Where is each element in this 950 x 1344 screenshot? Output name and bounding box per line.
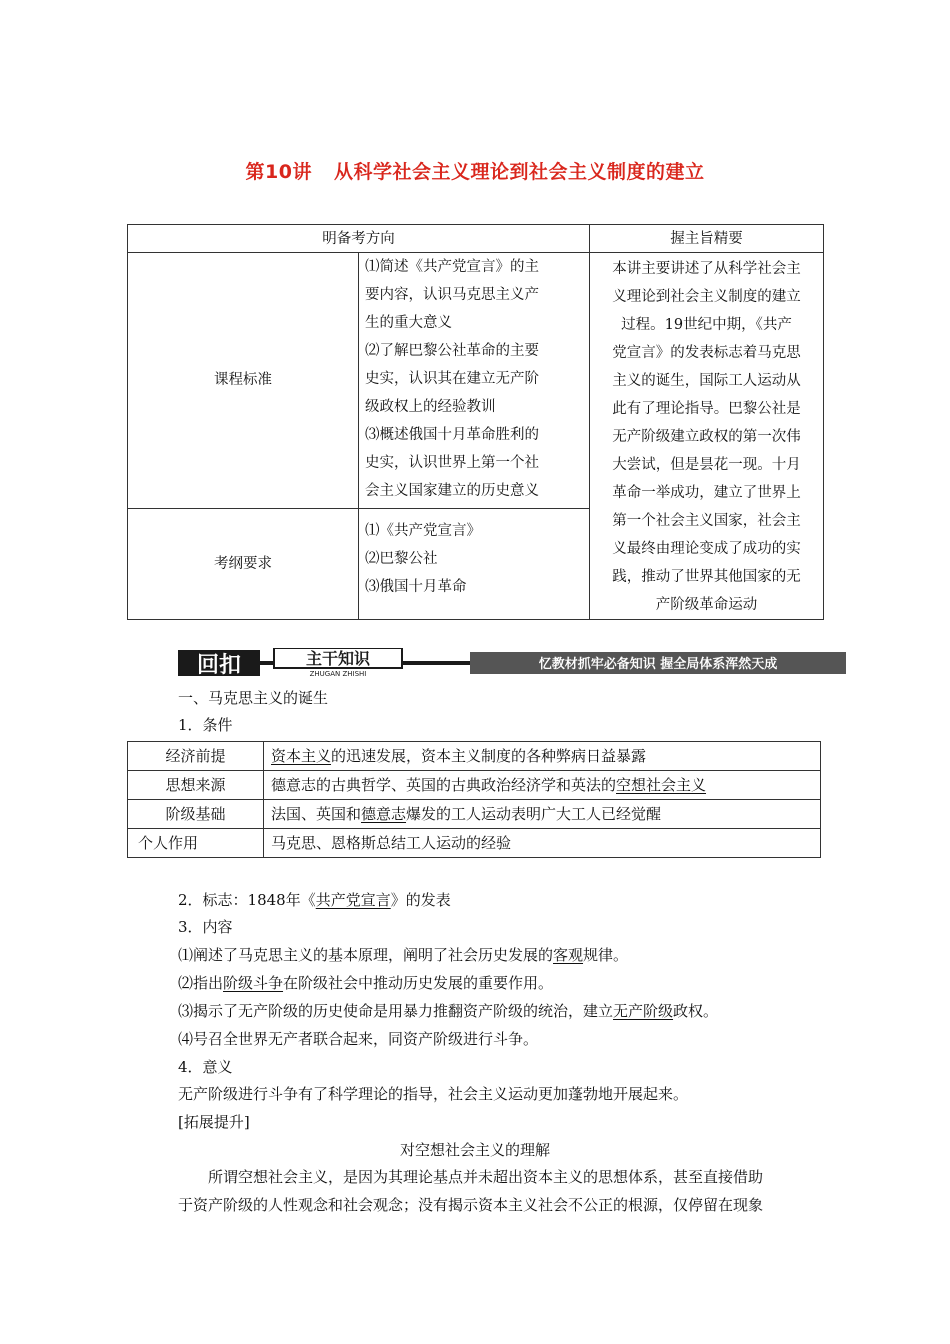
text-line: 第一个社会主义国家，社会主 <box>612 513 801 529</box>
text-line: 本讲主要讲述了从科学社会主 <box>612 261 801 277</box>
condition-key: 思想来源 <box>128 771 264 800</box>
text-line: 践，推动了世界其他国家的无 <box>612 569 801 585</box>
text-line: ⑵了解巴黎公社革命的主要 <box>365 343 539 359</box>
extension-paragraph-line: 所谓空想社会主义，是因为其理论基点并未超出资本主义的思想体系，甚至直接借助 <box>208 1168 764 1186</box>
subheading-symbol: 2．标志：1848年《共产党宣言》的发表 <box>178 891 451 909</box>
header-main-idea: 握主旨精要 <box>590 225 824 253</box>
text-line: 党宣言》的发表标志着马克思 <box>612 345 801 361</box>
header-exam-direction: 明备考方向 <box>128 225 590 253</box>
exam-requirements-content <box>359 508 590 619</box>
curriculum-standard-content <box>359 253 590 509</box>
text-line: ⑶概述俄国十月革命胜利的 <box>365 427 539 443</box>
text-line: 过程。19世纪中期，《共产 <box>621 317 792 333</box>
text-line: ⑵巴黎公社 <box>365 550 438 567</box>
content-item-2: ⑵指出阶级斗争在阶级社会中推动历史发展的重要作用。 <box>178 974 554 992</box>
text-line: 无产阶级建立政权的第一次伟 <box>612 429 801 445</box>
page-title: 第10讲 从科学社会主义理论到社会主义制度的建立 <box>245 161 705 183</box>
condition-value: 法国、英国和德意志爆发的工人运动表明广大工人已经觉醒 <box>264 800 821 829</box>
subheading-content: 3．内容 <box>178 918 233 936</box>
text-line: 义最终由理论变成了成功的实 <box>612 541 801 557</box>
extension-title: 对空想社会主义的理解 <box>399 1141 550 1159</box>
text-line: 革命一举成功，建立了世界上 <box>612 485 801 501</box>
condition-key: 阶级基础 <box>128 800 264 829</box>
conditions-table <box>127 741 821 858</box>
condition-value: 马克思、恩格斯总结工人运动的经验 <box>264 829 821 858</box>
text-line: 产阶级革命运动 <box>655 597 758 613</box>
section-banner <box>178 648 846 678</box>
section-heading: 一、马克思主义的诞生 <box>178 689 329 707</box>
text-line: ⑶俄国十月革命 <box>365 578 467 595</box>
banner-pinyin-text: ZHUGAN ZHISHI <box>309 670 367 678</box>
subheading-conditions: 1．条件 <box>178 716 233 734</box>
content-item-1: ⑴阐述了马克思主义的基本原理，阐明了社会历史发展的客观规律。 <box>178 946 629 964</box>
extension-paragraph-line: 于资产阶级的人性观念和社会观念；没有揭示资本主义社会不公正的根源，仅停留在现象 <box>178 1196 764 1214</box>
condition-key: 经济前提 <box>128 742 264 771</box>
text-line: ⑴简述《共产党宣言》的主 <box>365 259 539 275</box>
condition-value: 德意志的古典哲学、英国的古典政治经济学和英法的空想社会主义 <box>264 771 821 800</box>
text-line: 主义的诞生，国际工人运动从 <box>612 373 801 389</box>
text-line: 会主义国家建立的历史意义 <box>365 483 539 499</box>
text-line: 义理论到社会主义制度的建立 <box>612 289 801 305</box>
condition-key: 个人作用 <box>128 829 264 858</box>
banner-big-text: 回扣 <box>196 653 242 678</box>
text-line: 大尝试，但是昙花一现。十月 <box>612 457 801 473</box>
label-exam-requirements: 考纲要求 <box>128 508 359 619</box>
text-line: 史实，认识世界上第一个社 <box>365 455 539 471</box>
subheading-meaning: 4．意义 <box>178 1058 233 1076</box>
text-line: 生的重大意义 <box>365 315 452 331</box>
content-item-3: ⑶揭示了无产阶级的历史使命是用暴力推翻资产阶级的统治，建立无产阶级政权。 <box>178 1002 719 1020</box>
label-curriculum-standard: 课程标准 <box>128 253 359 509</box>
overview-table <box>127 224 824 620</box>
banner-slogan-text: 忆教材抓牢必备知识 握全局体系浑然天成 <box>538 657 778 672</box>
text-line: 要内容，认识马克思主义产 <box>365 287 539 303</box>
meaning-text: 无产阶级进行斗争有了科学理论的指导，社会主义运动更加蓬勃地开展起来。 <box>178 1085 689 1103</box>
condition-value: 资本主义的迅速发展，资本主义制度的各种弊病日益暴露 <box>264 742 821 771</box>
text-line: ⑴《共产党宣言》 <box>365 522 481 539</box>
main-idea-summary <box>590 253 824 620</box>
banner-title-text: 主干知识 <box>305 649 371 668</box>
content-item-4: ⑷号召全世界无产者联合起来，同资产阶级进行斗争。 <box>178 1030 539 1048</box>
text-line: 级政权上的经验教训 <box>365 399 496 415</box>
text-line: 此有了理论指导。巴黎公社是 <box>612 401 801 417</box>
extension-label: [拓展提升] <box>178 1113 250 1131</box>
text-line: 史实，认识其在建立无产阶 <box>365 371 539 387</box>
